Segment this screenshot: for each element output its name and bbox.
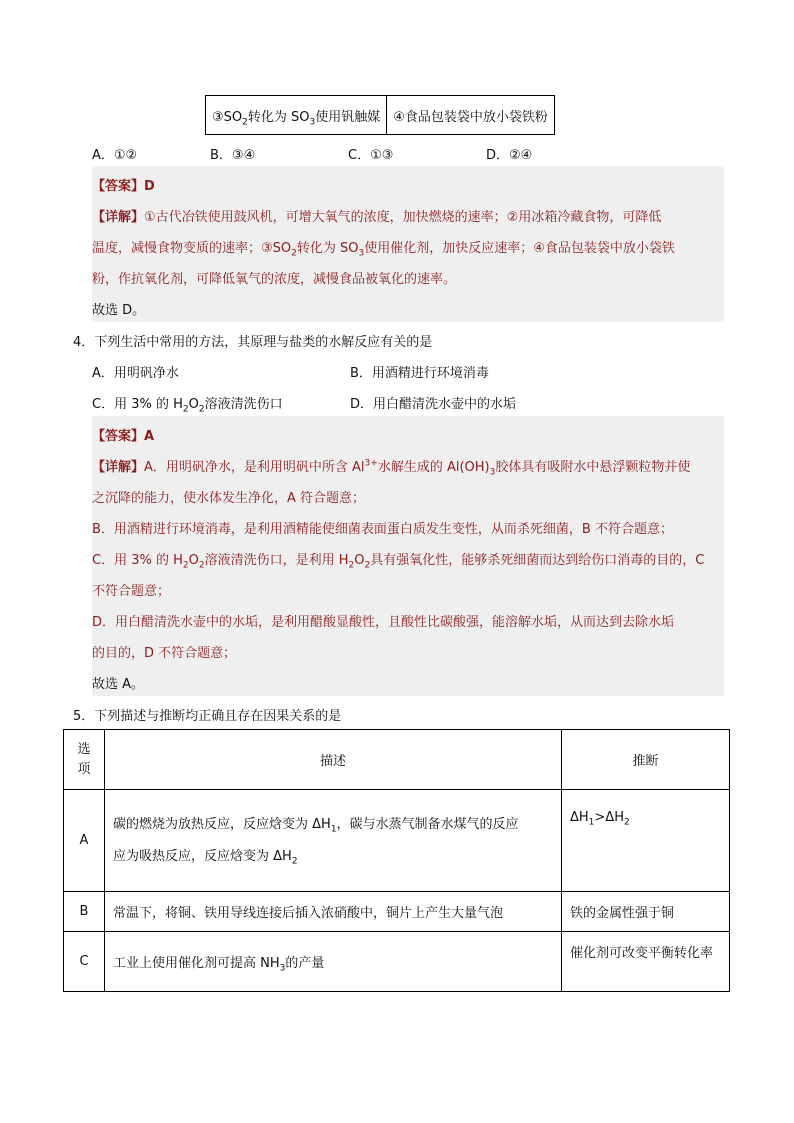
q4-detail-line-2: 之沉降的能力，使水体发生净化，A 符合题意； — [92, 491, 366, 506]
q5-row-c-inference: 催化剂可改变平衡转化率 — [562, 932, 730, 992]
detail-tag: 【详解】 — [92, 210, 145, 225]
q3-l2-mid: 转化为 SO — [296, 241, 359, 256]
q5a-inf-pre: ΔH — [570, 810, 589, 825]
q4c-sub2: 2 — [198, 404, 205, 415]
q4-l1-pre: A．用明矾净水，是利用明矾中所含 Al — [144, 460, 365, 475]
answer-value: D — [144, 179, 155, 194]
q5-row-a-desc — [105, 790, 562, 892]
q3-option-a: A．①② — [92, 148, 138, 163]
q4-answer-line — [92, 425, 154, 444]
q4-detail-line-5: 不符合题意； — [92, 584, 171, 599]
q4-l4-o: O — [188, 553, 199, 568]
q5a-inf-mid: >ΔH — [594, 810, 624, 825]
q4-l1-sub: 3 — [489, 467, 496, 478]
q3-detail-line-1 — [92, 206, 661, 225]
q3-conclusion: 故选 D。 — [92, 303, 146, 318]
q5-row-a — [64, 790, 730, 892]
q5a-inf-sub2: 2 — [623, 817, 630, 828]
q4-detail-line-1 — [92, 456, 691, 478]
q3-detail-line-3: 粉，作抗氧化剂，可降低氧气的浓度，减慢食品被氧化的速率。 — [92, 272, 457, 287]
q4-option-d: D．用白醋清洗水壶中的水垢 — [350, 397, 517, 412]
q4-conclusion: 故选 A。 — [92, 677, 145, 692]
q3-l2-sub1: 2 — [291, 248, 297, 259]
q4c-pre: C．用 3% 的 H — [92, 397, 183, 412]
q3-detail-text-1: ①古代冶铁使用鼓风机，可增大氧气的浓度，加快燃烧的速率；②用冰箱冷藏食物，可降低 — [144, 210, 662, 225]
cell3-text-mid: 转化为 SO — [247, 109, 310, 125]
q4-detail-line-6: D．用白醋清洗水壶中的水垢，是利用醋酸显酸性，且酸性比碳酸强，能溶解水垢，从而达到去除水垢 — [92, 615, 675, 630]
q4c-mid: O — [188, 397, 199, 412]
q5-row-c — [64, 932, 730, 992]
cell3-sub2: 3 — [309, 117, 316, 128]
q4c-sub1: 2 — [182, 404, 189, 415]
q5-row-b-desc: 常温下，将铜、铁用导线连接后插入浓硝酸中，铜片上产生大量气泡 — [105, 892, 562, 932]
q4-answer-box — [92, 416, 724, 696]
q4-l1-post: 胶体具有吸附水中悬浮颗粒物并使 — [495, 460, 691, 475]
q5-row-b-option: B — [64, 892, 105, 932]
q3-option-d: D．②④ — [486, 148, 533, 163]
q5c-d-sub: 3 — [279, 963, 286, 974]
answer-value: A — [144, 429, 155, 444]
q4-detail-line-4 — [92, 549, 705, 571]
q5-table — [63, 729, 730, 992]
q4-option-b: B．用酒精进行环境消毒 — [350, 366, 489, 381]
q5a-d1-post: ，碳与水蒸气制备水煤气的反应 — [336, 816, 519, 832]
detail-tag: 【详解】 — [92, 460, 145, 475]
q4-l4-s4: 2 — [364, 560, 371, 571]
q5-header-desc: 描述 — [105, 730, 562, 790]
q5-header-row — [64, 730, 730, 790]
q3-detail-line-2 — [92, 237, 675, 259]
q4-option-c — [92, 393, 283, 415]
q3-answer-line — [92, 175, 155, 194]
cell3-text-pre: ③SO — [212, 109, 243, 125]
q4-l4-pre: C．用 3% 的 H — [92, 553, 183, 568]
q4-l1-mid: 水解生成的 Al(OH) — [377, 460, 490, 475]
q4-l4-s2: 2 — [198, 560, 205, 571]
cell3-sub1: 2 — [242, 117, 248, 128]
q4-l4-mid: 溶液清洗伤口，是利用 H — [204, 553, 349, 568]
q3-answer-box — [92, 166, 724, 322]
q5-row-b — [64, 892, 730, 932]
q5-stem: 5．下列描述与推断均正确且存在因果关系的是 — [73, 709, 342, 724]
q5a-inf-sub1: 1 — [588, 817, 595, 828]
q5-row-a-option: A — [64, 790, 105, 892]
top-table-cell-4: ④食品包装袋中放小袋铁粉 — [387, 96, 555, 135]
q5-row-a-inference — [562, 790, 730, 892]
top-table-cell-3 — [206, 96, 387, 135]
q3-l2-post: 使用催化剂，加快反应速率；④食品包装袋中放小袋铁 — [364, 241, 675, 256]
q4-l4-s1: 2 — [182, 560, 189, 571]
top-options-table — [205, 95, 555, 135]
q5a-d2-sub: 2 — [291, 856, 298, 867]
q4-l1-sup: 3+ — [364, 458, 378, 469]
q4c-post: 溶液清洗伤口 — [204, 397, 283, 412]
q5-row-c-desc — [105, 932, 562, 992]
q5a-d2-pre: 应为吸热反应，反应焓变为 ΔH — [113, 848, 292, 864]
q3-l2-pre: 温度，减慢食物变质的速率；③SO — [92, 241, 292, 256]
q3-l2-sub2: 3 — [358, 248, 365, 259]
q4-option-a: A．用明矾净水 — [92, 366, 179, 381]
answer-tag: 【答案】 — [92, 429, 145, 444]
q5-header-inference: 推断 — [562, 730, 730, 790]
q4-stem: 4．下列生活中常用的方法，其原理与盐类的水解反应有关的是 — [73, 335, 433, 350]
q4-detail-line-3: B．用酒精进行环境消毒，是利用酒精能使细菌表面蛋白质发生变性，从而杀死细菌，B 不符合题意； — [92, 522, 673, 537]
cell3-text-post: 使用钒触媒 — [315, 109, 381, 125]
q3-option-b: B．③④ — [210, 148, 256, 163]
q4-l4-post: 具有强氧化性，能够杀死细菌而达到给伤口消毒的目的，C — [370, 553, 705, 568]
q5c-d-post: 的产量 — [285, 956, 325, 971]
q5-header-option-text: 选项 — [77, 741, 91, 777]
q5a-d1-sub: 1 — [330, 824, 337, 835]
q5-header-option — [64, 730, 105, 790]
q3-option-c: C．①③ — [348, 148, 394, 163]
q5c-d-pre: 工业上使用催化剂可提高 NH — [113, 956, 280, 971]
q4-l4-s3: 2 — [348, 560, 355, 571]
q5a-d1-pre: 碳的燃烧为放热反应，反应焓变为 ΔH — [113, 816, 331, 832]
q5-row-b-inference: 铁的金属性强于铜 — [562, 892, 730, 932]
answer-tag: 【答案】 — [92, 179, 145, 194]
q4-detail-line-7: 的目的，D 不符合题意； — [92, 646, 237, 661]
q5-row-c-option: C — [64, 932, 105, 992]
q4-l4-o2: O — [354, 553, 365, 568]
